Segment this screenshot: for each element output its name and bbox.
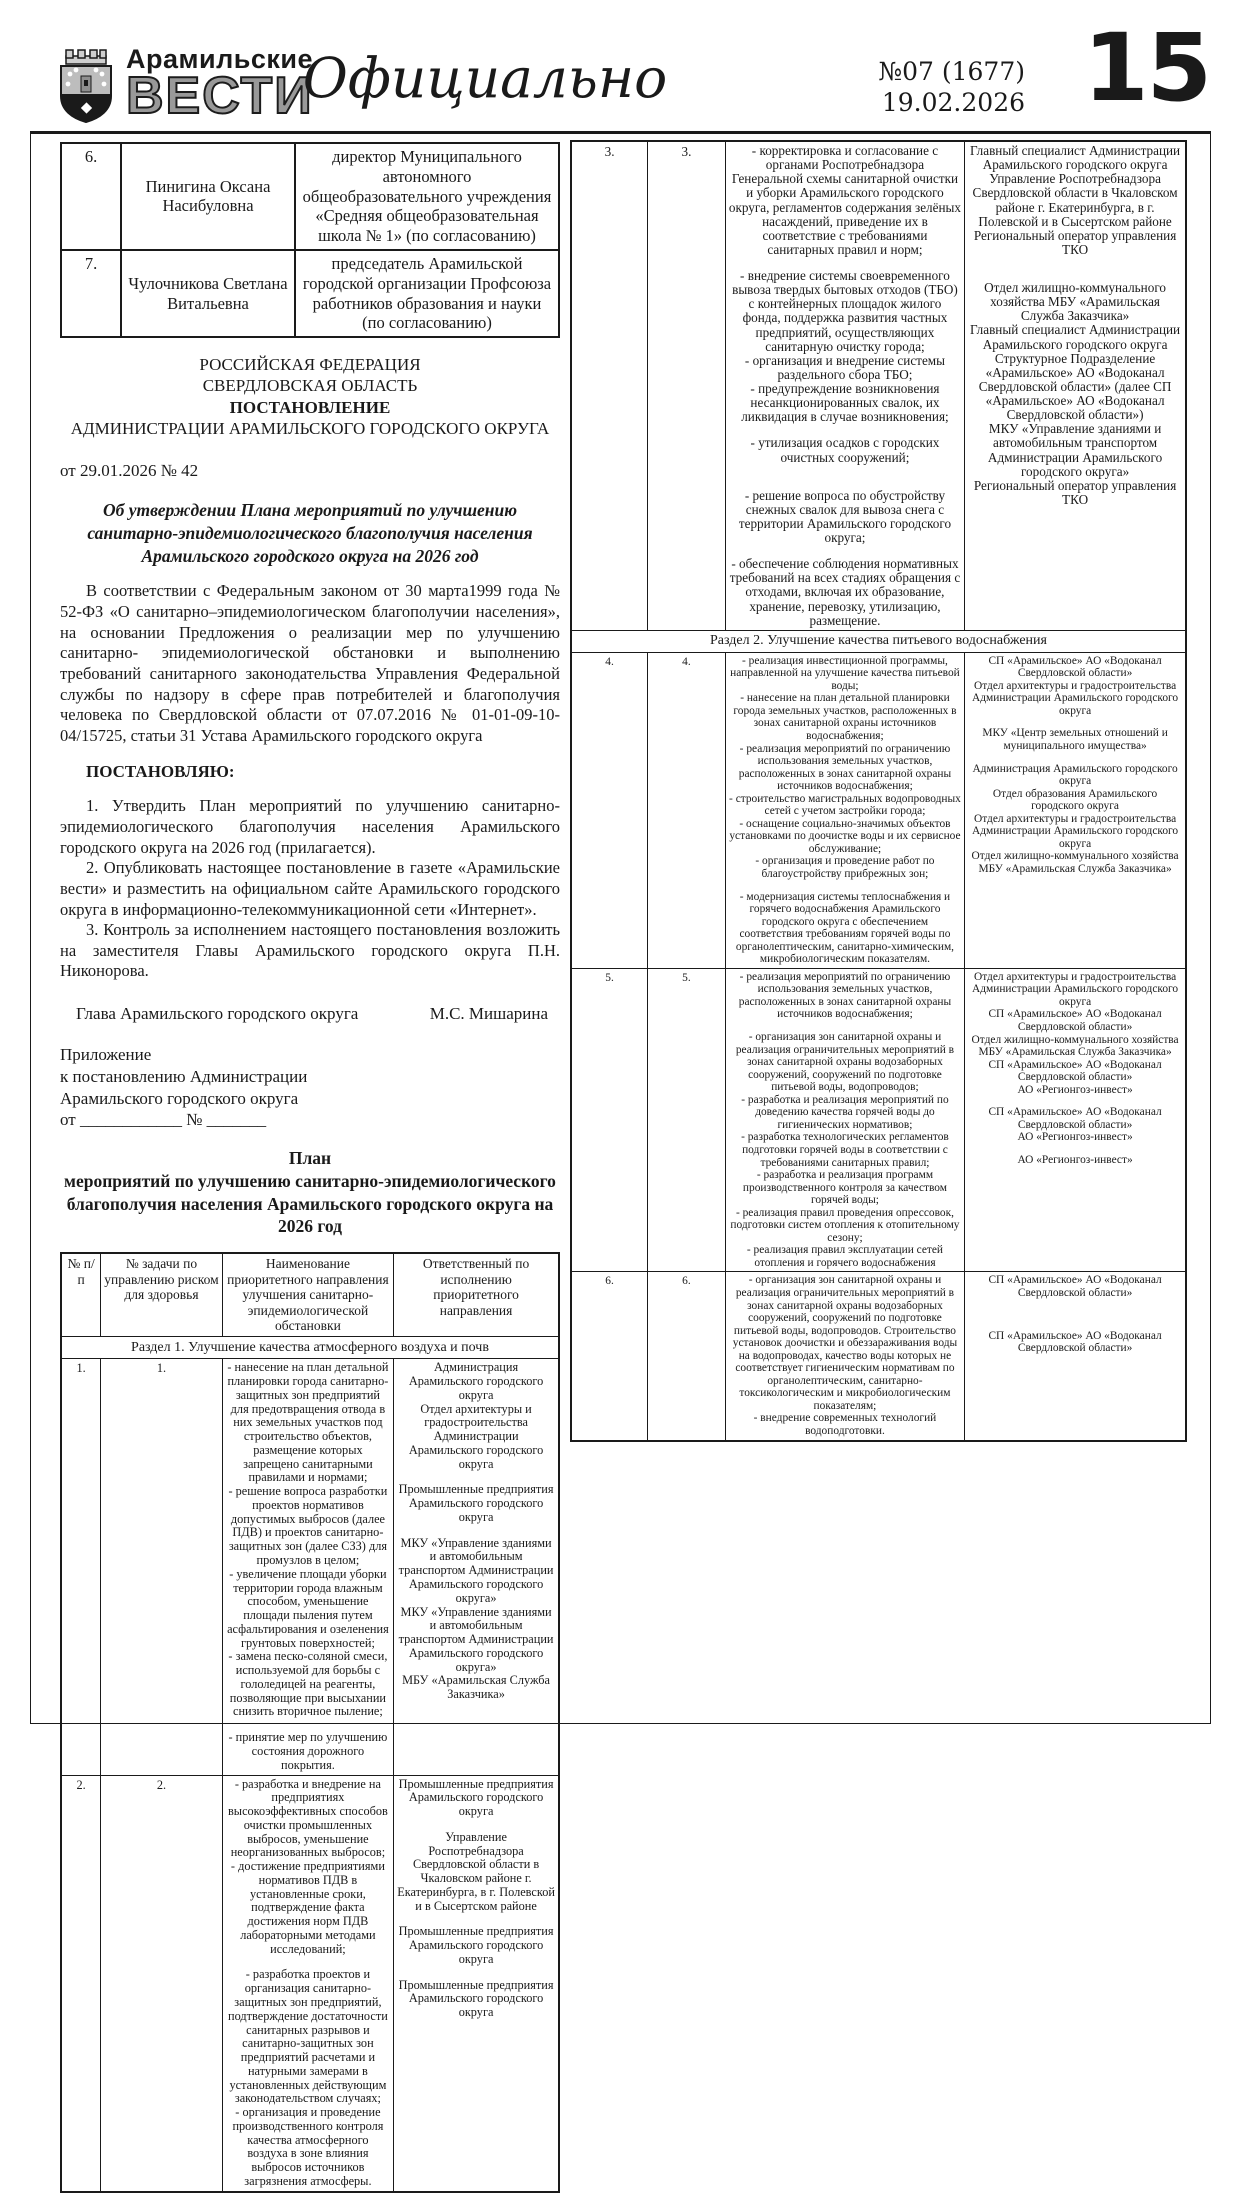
members-table-body	[61, 143, 559, 337]
plan-directions-cell: - разработка и внедрение на предприятиях высокоэффективных способов очистки промышленных выбросов, уменьшение неорганизованных выбросов; - достижение предприятиями нормативов ПДВ в установленные сроки, подтверждение факта достижения норм ПДВ лабораторными методами исследований; - разработка проектов и организация санитарно-защитных зон предприятий, подтверждение достаточности санитарных разрывов и санитарно-защитных зон предприятий расчетами и натурными замерами в установленных действующим законодательством случаях; - организация и проведение производственного контроля качества атмосферного воздуха в зоне влияния выбросов источников загрязнения атмосферы.	[222, 1775, 393, 2192]
left-column	[60, 142, 560, 2193]
plan-responsible-cell: Главный специалист Администрации Арамильского городского округа Управление Роспотребнадзора Свердловской области в Чкаловском районе г. Екатеринбурга, в г. Полевской и в Сысертском районе Региональный оператор управления ТКО Отдел жилищно-коммунального хозяйства МБУ «Арамильская Служба Заказчика» Главный специалист Администрации Арамильского городского округа Структурное Подразделение «Арамильское» АО «Водоканал Свердловской области» (далее СП «Арамильское» АО «Водоканал Свердловской области») МКУ «Управление зданиями и автомобильным транспортом Администрации Арамильского городского округа» Региональный оператор управления ТКО	[965, 141, 1186, 630]
member-row	[61, 143, 559, 250]
plan-table-right	[570, 140, 1187, 1442]
appendix-line: от ____________ № _______	[60, 1110, 267, 1130]
page-number: 15	[1083, 14, 1210, 123]
plan-directions-cell: - реализация мероприятий по ограничению использования земельных участков, расположенных в зонах санитарной охраны источников водоснабжения; - организация зон санитарной охраны и реализация ограничительных мероприятий в зонах санитарной охраны водозаборных сооружений, сооружений по подготовке питьевой воды, водопроводов; - разработка и реализация мероприятий по доведению качества горячей воды до гигиенических нормативов; - разработка технологических регламентов подготовки горячей воды в соответствии с требованиями санитарных правил; - разработка и реализация программ производственного контроля за качеством горячей воды; - реализация правил проведения опрессовок, подготовки систем отопления к отопительному сезону; - реализация правил эксплуатации сетей отопления и горячего водоснабжения	[725, 968, 964, 1272]
member-number: 6.	[61, 143, 121, 250]
resolve-word: ПОСТАНОВЛЯЮ:	[86, 762, 235, 782]
plan-row	[61, 1775, 559, 2192]
member-role: директор Муниципального автономного общеобразовательного учреждения «Средняя общеобразовательная школа № 1» (по согласованию)	[295, 143, 559, 250]
brand-name-top: Арамильские	[126, 44, 313, 74]
section-title: Официально	[302, 46, 668, 110]
resolution-item: 1. Утвердить План мероприятий по улучшению санитарно-эпидемиологического благополучия населения Арамильского городского округа на 2026 год (прилагается).	[60, 796, 560, 857]
resolution-item: 2. Опубликовать настоящее постановление в газете «Арамильские вести» и разместить на официальном сайте Арамильского городского округа в информационно-телекоммуникационной сети «Интернет».	[60, 858, 560, 919]
section-1-row: Раздел 1. Улучшение качества атмосферного воздуха и почв	[61, 1336, 559, 1359]
signature-row	[60, 1004, 560, 1024]
newspaper-header	[30, 14, 1211, 132]
signature-name: М.С. Мишарина	[429, 1004, 548, 1024]
plan-header-direction: Наименование приоритетного направления улучшения санитарно-эпидемиологической обстановки	[222, 1253, 393, 1336]
member-row	[61, 250, 559, 337]
appendix-line: Арамильского городского округа	[60, 1088, 299, 1108]
plan-row-number: 4.	[571, 652, 648, 968]
plan-row	[571, 652, 1186, 968]
resolution-item: 3. Контроль за исполнением настоящего постановления возложить на заместителя Главы Арамильского городского округа П.Н. Никонорова.	[60, 920, 560, 981]
plan-task-number: 2.	[101, 1775, 222, 2192]
plan-row-number: 3.	[571, 141, 648, 630]
plan-directions-cell: - корректировка и согласование с органами Роспотребнадзора Генеральной схемы санитарной очистки и уборки Арамильского городского округа, регламентов содержания зелёных насаждений, приведение их в соответствие с требованиями санитарных правил и норм; - внедрение системы своевременного вывоза твердых бытовых отходов (ТБО) с контейнерных площадок жилого фонда, поддержка развития частных предприятий, осуществляющих санитарную очистку города; - организация и внедрение системы раздельного сбора ТБО; - предупреждение возникновения несанкционированных свалок, их ликвидация в случае возникновения; - утилизация осадков с городских очистных сооружений; - решение вопроса по обустройству снежных свалок для вывоза снега с территории Арамильского городского округа; - обеспечение соблюдения нормативных требований на всех стадиях обращения с отходами, включая их образование, хранение, перевозку, утилизацию, размещение.	[725, 141, 964, 630]
member-name: Пинигина Оксана Насибуловна	[121, 143, 295, 250]
resolution-heading	[60, 354, 560, 439]
resolution-title: Об утверждении Плана мероприятий по улучшению санитарно-эпидемиологического благополучия населения Арамильского городского округа на 2026 год	[87, 500, 533, 566]
heading-authority: АДМИНИСТРАЦИИ АРАМИЛЬСКОГО ГОРОДСКОГО ОКРУГА	[70, 418, 550, 438]
plan-directions-cell: - нанесение на план детальной планировки города санитарно-защитных зон предприятий для предотвращения отвода в них земельных участков под строительство объектов, размещение которых запрещено санитарными правилами и нормами; - решение вопроса разработки проектов нормативов допустимых выбросов (далее ПДВ) и проектов санитарно- защитных зон (далее СЗЗ) для промузлов в целом; - увеличение площади уборки территории города влажным способом, уменьшение площади пыления путем асфальтирования и озеленения грунтовых поверхностей; - замена песко-соляной смеси, используемой для борьбы с гололедицей на реагенты, позволяющие при высыхании снизить вторичное пыление; - принятие мер по улучшению состояния дорожного покрытия.	[222, 1359, 393, 1775]
heading-country: РОССИЙСКАЯ ФЕДЕРАЦИЯ	[199, 355, 421, 375]
plan-responsible-cell: СП «Арамильское» АО «Водоканал Свердловской области» Отдел архитектуры и градостроительства Администрации Арамильского городского округа МКУ «Центр земельных отношений и муниципального имущества» Администрация Арамильского городского округа Отдел образования Арамильского городского округа Отдел архитектуры и градостроительства Администрации Арамильского городского округа Отдел жилищно-коммунального хозяйства МБУ «Арамильская Служба Заказчика»	[965, 652, 1186, 968]
coat-of-arms-logo	[54, 46, 118, 124]
member-role: председатель Арамильской городской организации Профсоюза работников образования и науки (по согласованию)	[295, 250, 559, 337]
plan-header-responsible: Ответственный по исполнению приоритетного направления	[394, 1253, 559, 1336]
member-name: Чулочникова Светлана Витальевна	[121, 250, 295, 337]
plan-row-number: 5.	[571, 968, 648, 1272]
plan-responsible-cell: Промышленные предприятия Арамильского городского округа Управление Роспотребнадзора Свердловской области в Чкаловском районе г. Екатеринбурга, в г. Полевской и в Сысертском районе Промышленные предприятия Арамильского городского округа Промышленные предприятия Арамильского городского округа	[394, 1775, 559, 2192]
plan-task-number: 1.	[101, 1359, 222, 1775]
plan-title-line1: План	[288, 1148, 332, 1169]
plan-task-number: 4.	[648, 652, 726, 968]
plan-header-num: № п/п	[61, 1253, 101, 1336]
right-column	[570, 140, 1187, 1442]
plan-table-header	[61, 1253, 559, 1336]
plan-rows-left	[61, 1359, 559, 2192]
section-2-row: Раздел 2. Улучшение качества питьевого водоснабжения	[571, 630, 1186, 652]
plan-title-line2: мероприятий по улучшению санитарно-эпидемиологического благополучия населения Арамильского городского округа на 2026 год	[64, 1170, 556, 1237]
heading-region: СВЕРДЛОВСКАЯ ОБЛАСТЬ	[202, 376, 418, 396]
issue-date: 19.02.2026	[881, 88, 1025, 118]
plan-directions-cell: - организация зон санитарной охраны и реализация ограничительных мероприятий в зонах санитарной охраны водозаборных сооружений, сооружений по подготовке питьевой воды, водопроводов. Строительство установок доочистки и обеззараживания воды на водопроводах, качество воды которых не соответствует гигиеническим нормативам по органолептическим, санитарно-токсикологическим и микробиологическим показателям; - внедрение современных технологий водоподготовки.	[725, 1272, 964, 1441]
plan-row	[61, 1359, 559, 1775]
member-number: 7.	[61, 250, 121, 337]
plan-row-number: 6.	[571, 1272, 648, 1441]
plan-header-task: № задачи по управлению риском для здоровья	[101, 1253, 222, 1336]
plan-table-left	[60, 1252, 560, 2193]
plan-directions-cell: - реализация инвестиционной программы, направленной на улучшение качества питьевой воды; - нанесение на план детальной планировки города земельных участков, расположенных в зонах санитарной охраны источников водоснабжения; - реализация мероприятий по ограничению использования земельных участков, расположенных в зонах санитарной охраны источников водоснабжения; - строительство магистральных водопроводных сетей с учетом застройки города; - оснащение социально-значимых объектов установками по доочистке воды и их сервисное обслуживание; - организация и проведение работ по благоустройству прибрежных зон; - модернизация системы теплоснабжения и горячего водоснабжения Арамильского городского округа с обеспечением соответствия требованиям горячей воды по органолептическим, санитарно-химическим, микробиологическим показателям.	[725, 652, 964, 968]
appendix-line: Приложение	[60, 1045, 152, 1065]
issue-block	[800, 56, 1025, 119]
plan-rows-right-a	[571, 141, 1186, 630]
plan-responsible-cell: СП «Арамильское» АО «Водоканал Свердловской области» СП «Арамильское» АО «Водоканал Свердловской области»	[965, 1272, 1186, 1441]
plan-row-number: 1.	[61, 1359, 101, 1775]
plan-task-number: 6.	[648, 1272, 726, 1441]
appendix-block	[60, 1044, 560, 1131]
brand-name-bottom: ВЕСТИ	[126, 67, 314, 125]
plan-row	[571, 141, 1186, 630]
plan-task-number: 3.	[648, 141, 726, 630]
signature-role: Глава Арамильского городского округа	[76, 1004, 359, 1024]
plan-title	[60, 1147, 560, 1238]
resolution-date-number: от 29.01.2026 № 42	[60, 461, 199, 481]
resolution-items	[60, 796, 560, 982]
plan-task-number: 5.	[648, 968, 726, 1272]
appendix-line: к постановлению Администрации	[60, 1066, 308, 1086]
members-table	[60, 142, 560, 338]
issue-number: №07 (1677)	[878, 57, 1025, 86]
plan-row	[571, 1272, 1186, 1441]
plan-rows-right-b	[571, 652, 1186, 1440]
heading-doc-type: ПОСТАНОВЛЕНИЕ	[229, 397, 391, 417]
plan-responsible-cell: Администрация Арамильского городского округа Отдел архитектуры и градостроительства Администрации Арамильского городского округа Промышленные предприятия Арамильского городского округа МКУ «Управление зданиями и автомобильным транспортом Администрации Арамильского городского округа» МКУ «Управление зданиями и автомобильным транспортом Администрации Арамильского городского округа» МБУ «Арамильская Служба Заказчика»	[394, 1359, 559, 1775]
plan-row-number: 2.	[61, 1775, 101, 2192]
plan-row	[571, 968, 1186, 1272]
plan-responsible-cell: Отдел архитектуры и градостроительства Администрации Арамильского городского округа СП «Арамильское» АО «Водоканал Свердловской области» Отдел жилищно-коммунального хозяйства МБУ «Арамильская Служба Заказчика» СП «Арамильское» АО «Водоканал Свердловской области» АО «Регионгоз-инвест» СП «Арамильское» АО «Водоканал Свердловской области» АО «Регионгоз-инвест» АО «Регионгоз-инвест»	[965, 968, 1186, 1272]
resolution-preamble: В соответствии с Федеральным законом от 30 марта1999 года № 52-ФЗ «О санитарно–эпидемиологическом благополучии населения», на основании Предложения о реализации мер по улучшению санитарно- эпидемиологической обстановки и выполнению требований санитарного законодательства Управления Федеральной службы по надзору в сфере прав потребителей и благополучия человека по Свердловской области от 07.07.2016 № 01-01-09-10-04/15725, статьи 31 Устава Арамильского городского округа	[60, 581, 560, 745]
